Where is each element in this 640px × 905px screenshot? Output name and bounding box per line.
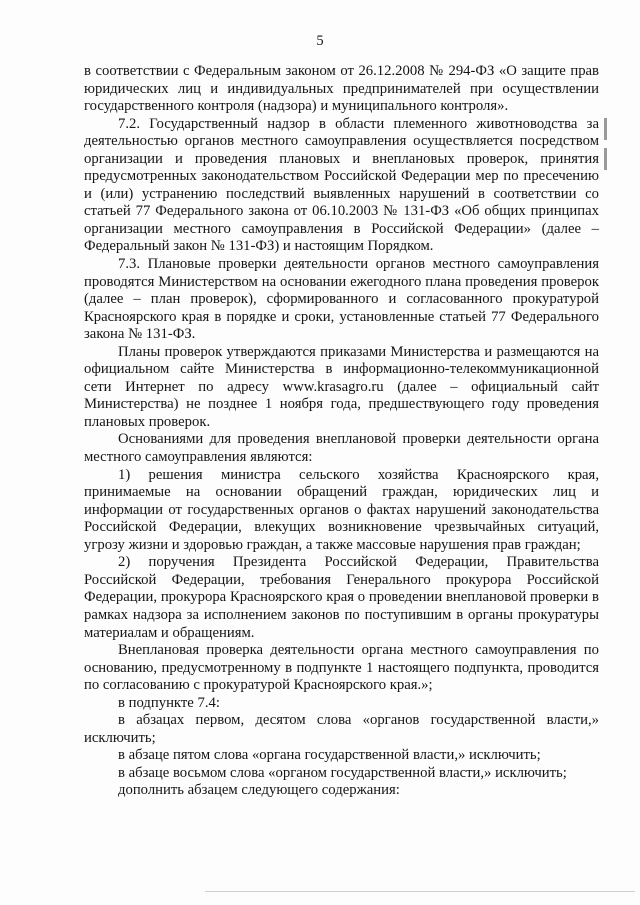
list-item-2: 2) поручения Президента Российской Федерации, Правительства Российской Федерации, требования Генерального прокурора Российской Федерации, прокурора Красноярского края о проведении внеплановой проверки в рамках надзора за исполнением законов по поступившим в органы прокуратуры материалам и обращениям. [84,554,599,641]
paragraph-continuation: в соответствии с Федеральным законом от 26.12.2008 № 294-ФЗ «О защите прав юридических лиц и индивидуальных предпринимателей при осуществлении государственного контроля (надзора) и муниципального контроля». [84,63,599,115]
paragraph-amend-eighth: в абзаце восьмом слова «органом государственной власти,» исключить; [118,764,567,781]
paragraph-subclause-7-4: в подпункте 7.4: [118,694,220,711]
paragraph-unscheduled: Внеплановая проверка деятельности органа местного самоуправления по основанию, предусмотренному в подпункте 1 настоящего подпункта, проводится по согласованию с прокуратурой Красноярского края.»; [84,642,599,694]
page-number: 5 [316,33,324,49]
paragraph-7-2: 7.2. Государственный надзор в области племенного животноводства за деятельностью органов местного самоуправления осуществляется посредством организации и проведения плановых и внеплановых проверок, принятия предусмотренных законодательством Российской Федерации мер по пресечению и (или) устранению последствий выявленных нарушений в соответствии со статьей 77 Федерального закона от 06.10.2003 № 131-ФЗ «Об общих принципах организации местного самоуправления в Российской Федерации» (далее – Федеральный закон № 131-ФЗ) и настоящим Порядком. [84,115,599,255]
scan-edge-mark [604,118,607,140]
paragraph-supplement: дополнить абзацем следующего содержания: [118,782,400,799]
scan-bottom-rule [205,891,635,892]
list-item-1: 1) решения министра сельского хозяйства Красноярского края, принимаемые на основании обращений граждан, юридических лиц и информации от государственных органов о фактах нарушений законодательства Российской Федерации, влекущих возникновение чрезвычайных ситуаций, угрозу жизни и здоровью граждан, а также массовые нарушения прав граждан; [84,466,599,553]
paragraph-plans: Планы проверок утверждаются приказами Министерства и размещаются на официальном сайте Министерства в информационно-телекоммуникационной сети Интернет по адресу www.krasagro.ru (далее – официальный сайт Министерства) не позднее 1 ноября года, предшествующего году проведения плановых проверок. [84,343,599,430]
paragraph-7-3: 7.3. Плановые проверки деятельности органов местного самоуправления проводятся Министерством на основании ежегодного плана проведения проверок (далее – план проверок), сформированного и согласованного прокуратурой Красноярского края в порядке и сроки, установленные статьей 77 Федерального закона № 131-ФЗ. [84,256,599,343]
scan-edge-mark [604,148,607,170]
paragraph-grounds: Основаниями для проведения внеплановой проверки деятельности органа местного самоуправления являются: [84,431,599,466]
document-body [84,63,599,800]
paragraph-amend-first: в абзацах первом, десятом слова «органов государственной власти,» исключить; [84,712,599,746]
paragraph-amend-fifth: в абзаце пятом слова «органа государственной власти,» исключить; [118,747,541,764]
